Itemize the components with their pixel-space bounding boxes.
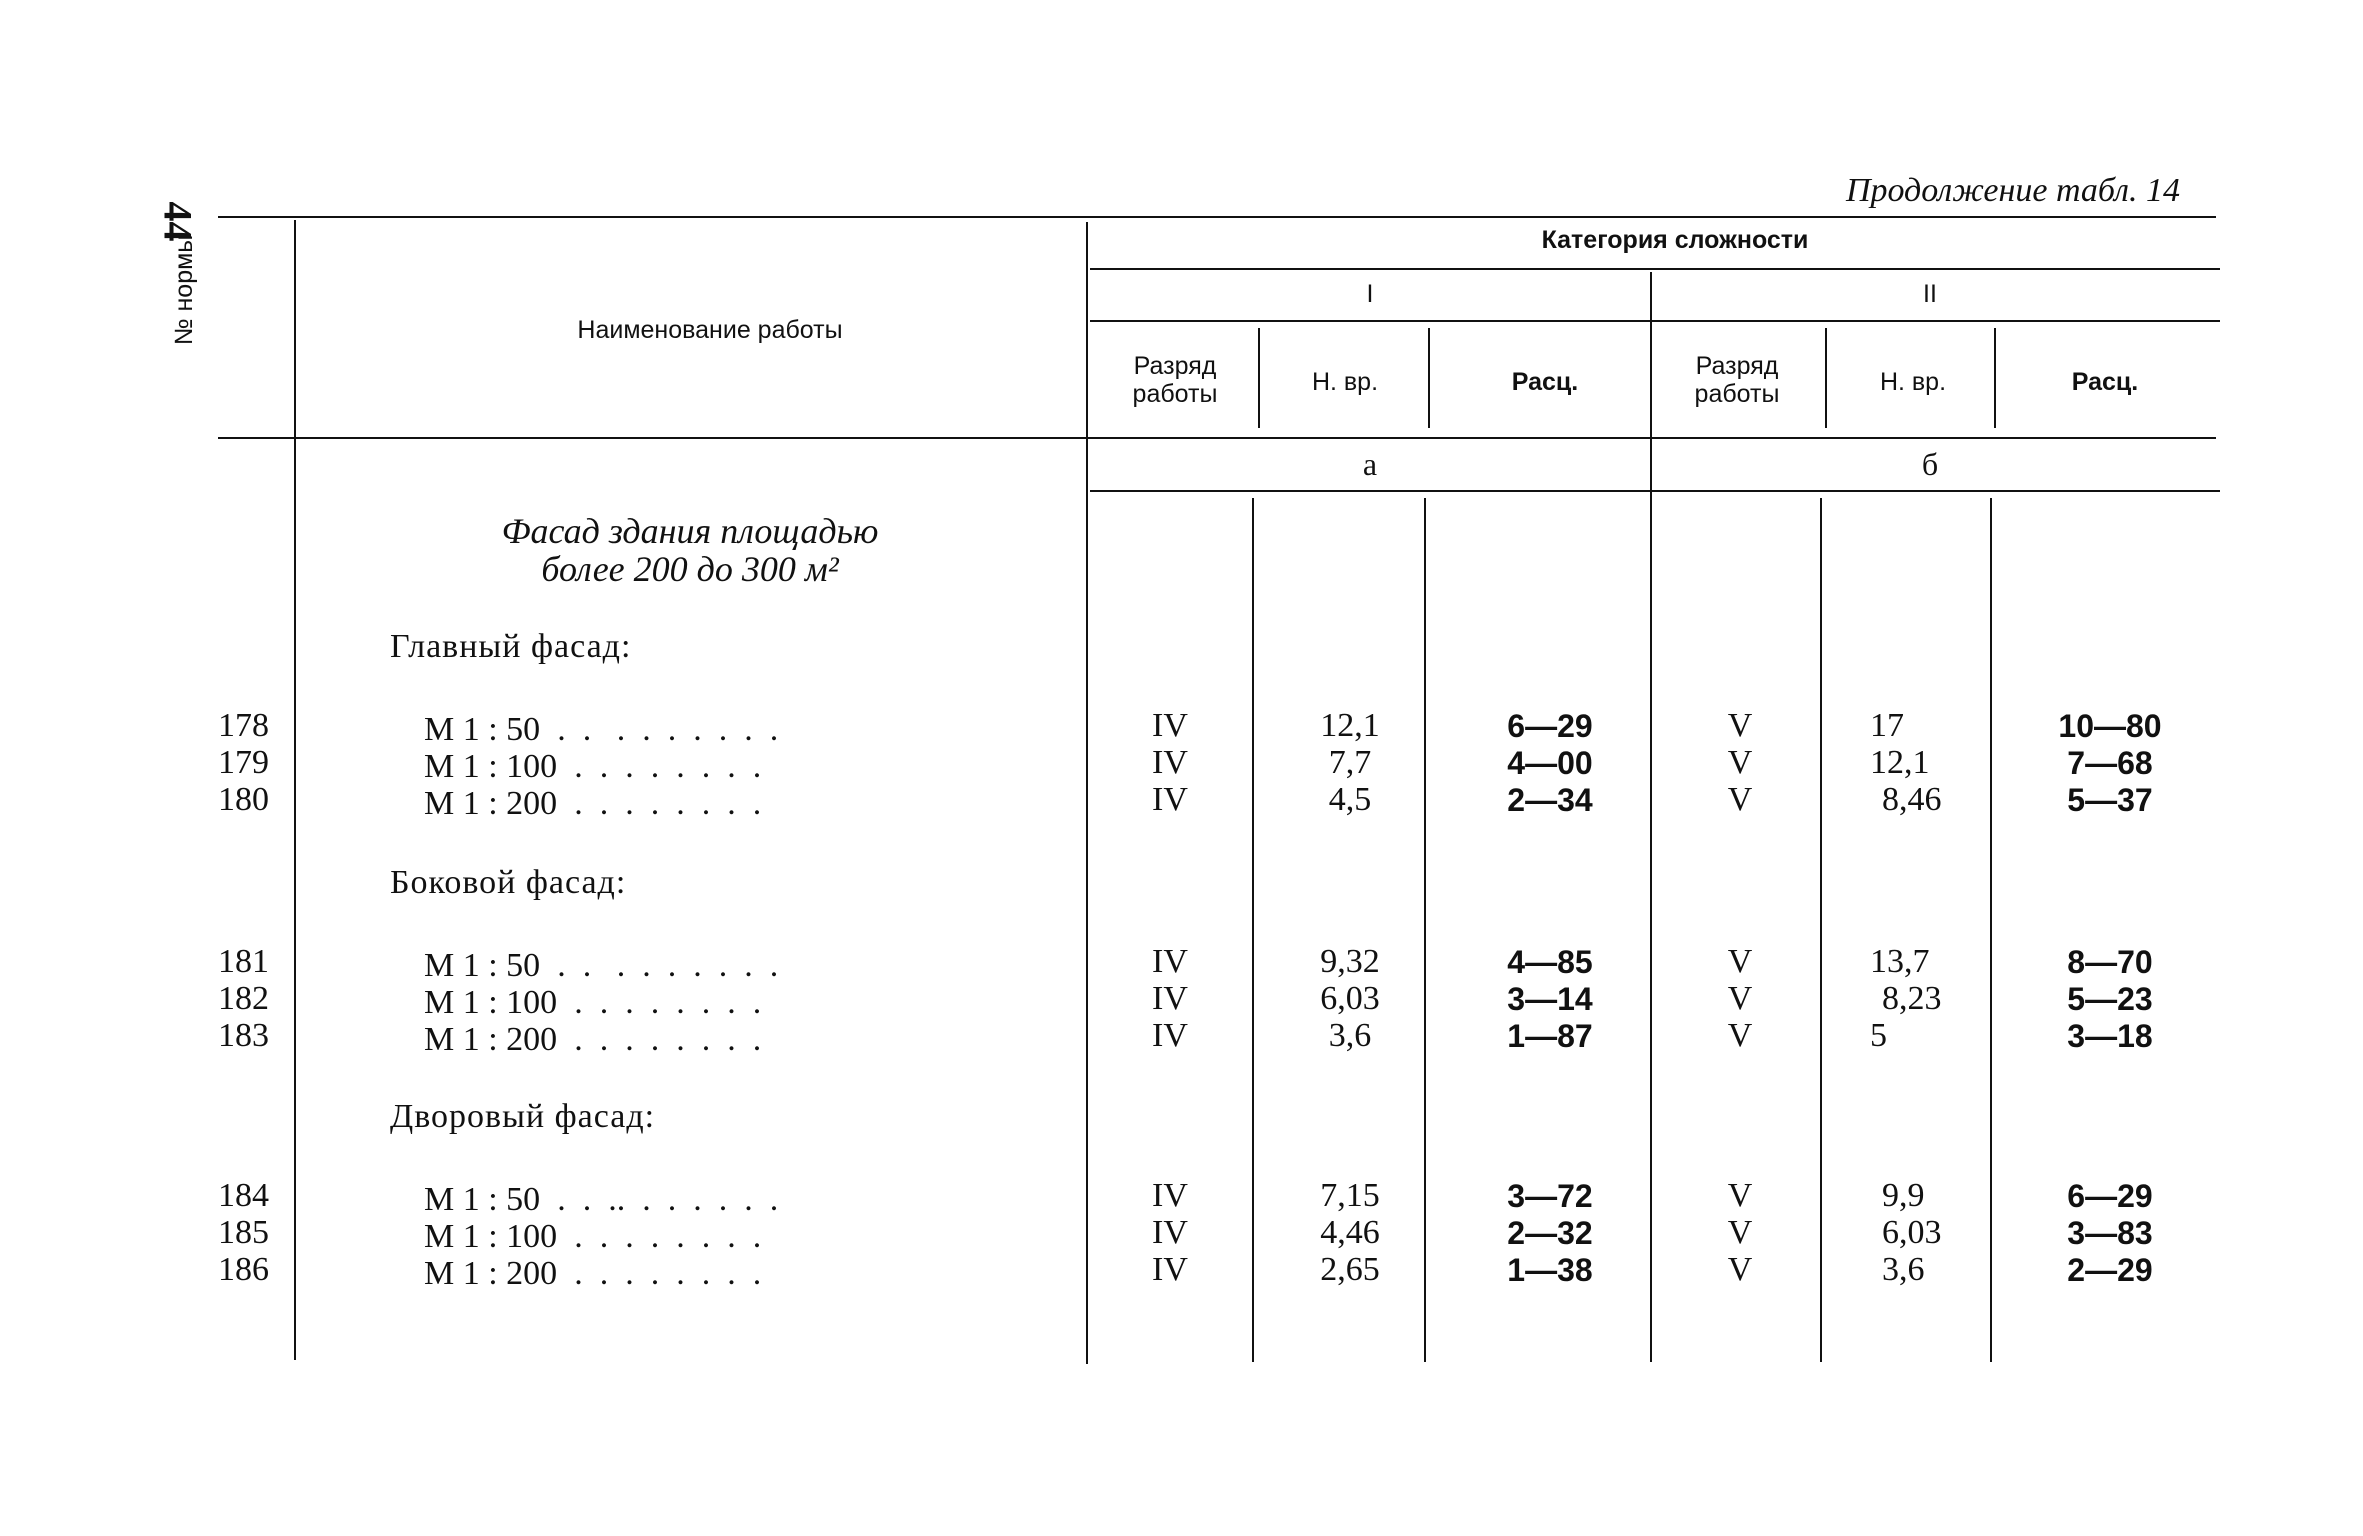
rank-a-line1: Разряд <box>1133 352 1217 380</box>
time-b: 3,6 <box>1882 1251 1925 1288</box>
group-label-yard-facade: Дворовый фасад: <box>390 1098 656 1135</box>
complexity-rule <box>1090 268 2220 270</box>
rank-a: IV <box>1152 781 1188 818</box>
subheader-rule <box>1090 490 2220 492</box>
column-header-rate-b: Расц. <box>2071 368 2139 396</box>
rate-b: 2—29 <box>2067 1252 2153 1288</box>
row-name-text: М 1 : 100 <box>424 749 558 785</box>
row-name-text: М 1 : 200 <box>424 1256 558 1292</box>
row-name <box>424 786 1084 822</box>
leader-dots: . . . . . . . . <box>557 985 762 1021</box>
body-rule-time-a <box>1252 498 1254 1362</box>
row-name-text: М 1 : 100 <box>424 1219 558 1255</box>
rank-b: V <box>1727 1017 1753 1054</box>
time-b: 6,03 <box>1882 1214 1942 1251</box>
time-a: 7,15 <box>1320 1177 1380 1214</box>
rate-a: 3—72 <box>1507 1178 1593 1214</box>
table-top-rule <box>218 216 2216 218</box>
rank-b: V <box>1727 943 1753 980</box>
header-bottom-rule <box>218 437 2216 439</box>
time-a: 7,7 <box>1328 744 1372 781</box>
rank-a: IV <box>1152 1017 1188 1054</box>
col-rule-time-b <box>1825 328 1827 428</box>
column-header-rate-a: Расц. <box>1511 368 1579 396</box>
time-b: 8,46 <box>1882 781 1942 818</box>
rank-a: IV <box>1152 943 1188 980</box>
row-number: 178 <box>218 707 269 744</box>
rate-a: 1—87 <box>1507 1018 1593 1054</box>
group-label-side-facade: Боковой фасад: <box>390 864 627 901</box>
row-number: 186 <box>218 1251 269 1288</box>
row-number: 184 <box>218 1177 269 1214</box>
leader-dots: . . . . . . . . . <box>540 948 779 984</box>
row-number: 179 <box>218 744 269 781</box>
column-header-category-2: II <box>1923 280 1937 308</box>
time-b: 9,9 <box>1882 1177 1925 1214</box>
rate-b: 3—83 <box>2067 1215 2153 1251</box>
rank-b-line2: работы <box>1694 380 1780 408</box>
column-header-name: Наименование работы <box>577 316 843 344</box>
row-name <box>424 712 1084 748</box>
col-rule-cat1 <box>1086 222 1088 1364</box>
row-name <box>424 1182 1084 1218</box>
time-a: 2,65 <box>1320 1251 1380 1288</box>
row-name <box>424 948 1084 984</box>
col-rule-time-a <box>1258 328 1260 428</box>
time-b: 13,7 <box>1870 943 1930 980</box>
rank-a: IV <box>1152 707 1188 744</box>
time-a: 4,46 <box>1320 1214 1380 1251</box>
row-name <box>424 1256 1084 1292</box>
row-number: 185 <box>218 1214 269 1251</box>
rank-a-line2: работы <box>1132 380 1218 408</box>
group-label-main-facade: Главный фасад: <box>390 628 632 665</box>
leader-dots: . . . . . . . . <box>557 1256 762 1292</box>
table-continuation-caption: Продолжение табл. 14 <box>1845 172 2180 209</box>
section-title-line2: более 200 до 300 м² <box>541 549 839 589</box>
rate-a: 6—29 <box>1507 708 1593 744</box>
row-name <box>424 1022 1084 1058</box>
column-header-rank-b <box>1662 352 1812 408</box>
leader-dots: . . . . . . . . . <box>540 712 779 748</box>
column-header-time-b: Н. вр. <box>1879 368 1947 396</box>
row-name-text: М 1 : 200 <box>424 1022 558 1058</box>
col-rule-cat2 <box>1650 272 1652 1362</box>
rank-a: IV <box>1152 1177 1188 1214</box>
rate-a: 4—00 <box>1507 745 1593 781</box>
row-number: 183 <box>218 1017 269 1054</box>
subheader-a: а <box>1362 446 1378 482</box>
row-name <box>424 985 1084 1021</box>
rank-b: V <box>1727 980 1753 1017</box>
rate-a: 2—34 <box>1507 782 1593 818</box>
rate-b: 8—70 <box>2067 944 2153 980</box>
leader-dots: . . . . . . . . <box>557 786 762 822</box>
rate-a: 4—85 <box>1507 944 1593 980</box>
time-a: 6,03 <box>1320 980 1380 1017</box>
rank-a: IV <box>1152 1214 1188 1251</box>
column-header-number: № нормы <box>170 234 198 346</box>
rate-b: 3—18 <box>2067 1018 2153 1054</box>
time-b: 17 <box>1870 707 1904 744</box>
row-name-text: М 1 : 100 <box>424 985 558 1021</box>
leader-dots: . . .. . . . . . . <box>540 1182 779 1218</box>
row-name-text: М 1 : 50 <box>424 948 541 984</box>
column-header-time-a: Н. вр. <box>1311 368 1379 396</box>
rate-a: 1—38 <box>1507 1252 1593 1288</box>
section-title <box>400 512 980 588</box>
rate-b: 5—23 <box>2067 981 2153 1017</box>
rank-a: IV <box>1152 1251 1188 1288</box>
row-name-text: М 1 : 50 <box>424 1182 541 1218</box>
rate-a: 3—14 <box>1507 981 1593 1017</box>
rate-a: 2—32 <box>1507 1215 1593 1251</box>
rank-a: IV <box>1152 980 1188 1017</box>
row-name <box>424 749 1084 785</box>
rank-b: V <box>1727 1177 1753 1214</box>
body-rule-rate-a <box>1424 498 1426 1362</box>
col-rule-name <box>294 220 296 1360</box>
row-number: 181 <box>218 943 269 980</box>
row-name-text: М 1 : 200 <box>424 786 558 822</box>
column-header-category-1: I <box>1366 280 1374 308</box>
col-rule-rate-a <box>1428 328 1430 428</box>
row-name-text: М 1 : 50 <box>424 712 541 748</box>
rate-b: 5—37 <box>2067 782 2153 818</box>
rank-b: V <box>1727 744 1753 781</box>
col-rule-rate-b <box>1994 328 1996 428</box>
category-rule <box>1090 320 2220 322</box>
rank-b: V <box>1727 1251 1753 1288</box>
row-name <box>424 1219 1084 1255</box>
rate-b: 6—29 <box>2067 1178 2153 1214</box>
rate-b: 10—80 <box>2058 708 2162 744</box>
rank-b-line1: Разряд <box>1695 352 1779 380</box>
column-header-rank-a <box>1100 352 1250 408</box>
rank-b: V <box>1727 1214 1753 1251</box>
leader-dots: . . . . . . . . <box>557 1022 762 1058</box>
rank-b: V <box>1727 707 1753 744</box>
time-a: 12,1 <box>1320 707 1380 744</box>
row-number: 180 <box>218 781 269 818</box>
leader-dots: . . . . . . . . <box>557 1219 762 1255</box>
page-number: 44 <box>155 201 201 242</box>
column-header-complexity: Категория сложности <box>1541 226 1809 254</box>
time-a: 3,6 <box>1328 1017 1372 1054</box>
rate-b: 7—68 <box>2067 745 2153 781</box>
rank-b: V <box>1727 781 1753 818</box>
row-number: 182 <box>218 980 269 1017</box>
time-a: 4,5 <box>1328 781 1372 818</box>
time-b: 8,23 <box>1882 980 1942 1017</box>
time-a: 9,32 <box>1320 943 1380 980</box>
time-b: 5 <box>1870 1017 1887 1054</box>
time-b: 12,1 <box>1870 744 1930 781</box>
body-rule-time-b <box>1820 498 1822 1362</box>
section-title-line1: Фасад здания площадью <box>501 511 879 551</box>
subheader-b: б <box>1921 446 1939 482</box>
leader-dots: . . . . . . . . <box>557 749 762 785</box>
rank-a: IV <box>1152 744 1188 781</box>
